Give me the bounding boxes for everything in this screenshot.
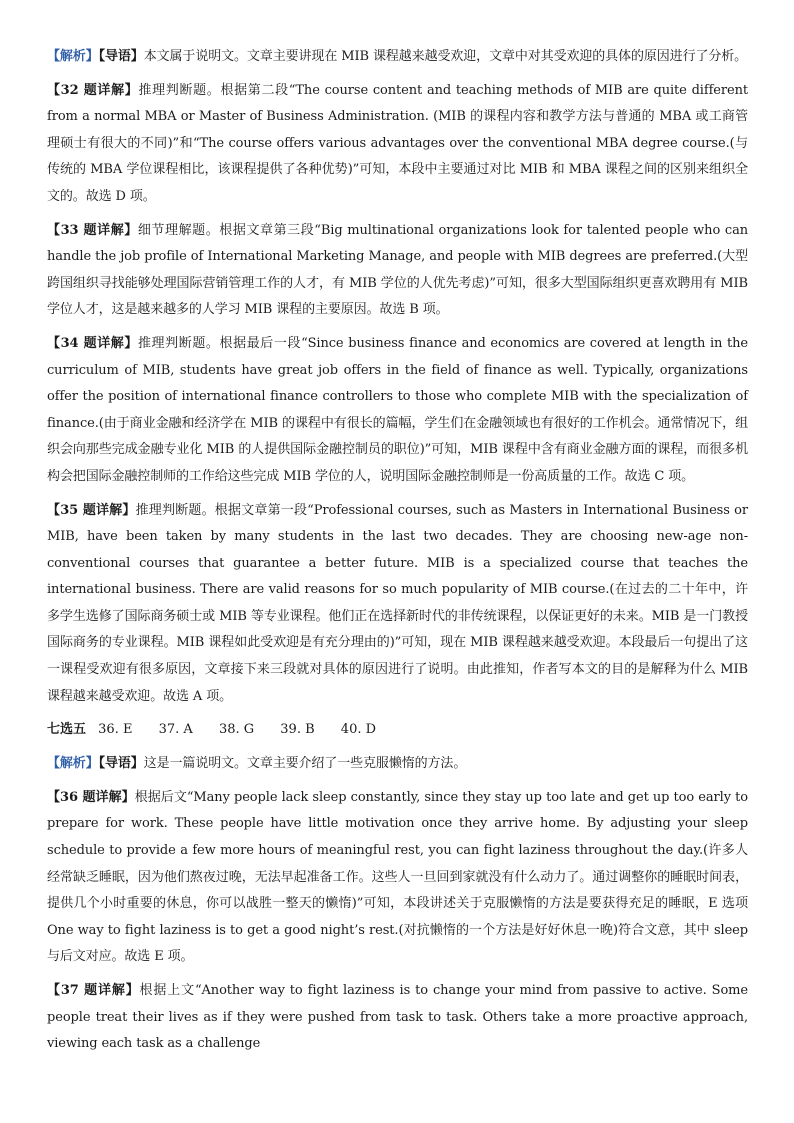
q35-tag: 【35 题详解】 <box>47 502 136 518</box>
analysis-tag: 【解析】 <box>47 49 99 64</box>
q34-text: 推理判断题。根据最后一段“Since business finance and economics are covered at length in the curriculum of MIB, students have great job offers in the field of finance as well. Typically, organizations offer the position of international finance controllers to those who complete MIB with the specialization of finance.(由于商业金融和经济学在 MIB 的课程中有很长的篇幅，学生们在金融领域也有很好的工作机会。通常情况下，组织会向那些完成金融专业化 MIB 的人提供国际金融控制员的职位)”可知，MIB 课程中含有商业金融方面的课程，而很多机构会把国际金融控制师的工作给这些完成 MIB 学位的人，说明国际金融控制师是一份高质量的工作。故选 C 项。 <box>47 335 748 484</box>
answer-38: 38. G <box>218 722 255 738</box>
answer-36: 36. E <box>98 722 133 738</box>
question-34-explanation <box>47 331 748 491</box>
guide-text-2: 这是一篇说明文。文章主要介绍了一些克服懒惰的方法。 <box>143 756 467 772</box>
q36-tag: 【36 题详解】 <box>47 789 135 805</box>
q33-text: 细节理解题。根据文章第三段“Big multinational organizations look for talented people who can handle the job profile of International Marketing Manage, and people with MIB degrees are preferred.(大型跨国组织寻找能够处理国际营销管理工作的人才，有 MIB 学位的人优先考虑)”可知，很多大型国际组织更喜欢聘用有 MIB 学位人才，这是越来越多的人学习 MIB 课程的主要原因。故选 B 项。 <box>47 222 748 318</box>
question-32-explanation <box>47 78 748 211</box>
guide-tag-2: 【导语】 <box>98 756 144 772</box>
question-36-explanation <box>47 785 748 971</box>
analysis-tag-2: 【解析】 <box>47 756 99 772</box>
q33-tag: 【33 题详解】 <box>47 222 138 238</box>
question-37-explanation <box>47 978 748 1058</box>
q37-tag: 【37 题详解】 <box>47 983 140 998</box>
q36-text: 根据后文“Many people lack sleep constantly, since they stay up too late and get up too early to prepare for work. These people have little motivation once they arrive home. By adjusting your sleep schedule to provide a few more hours of meaningful rest, you can fight laziness throughout the day.(许多人经常缺乏睡眠，因为他们熬夜过晚，无法早起准备工作。这些人一旦回到家就没有什么动力了。通过调整你的睡眠时间表，提供几个小时重要的休息，你可以战胜一整天的懒惰)”可知，本段讲述关于克服懒惰的方法是要获得充足的睡眠，E 选项 One way to fight laziness is to get a good night’s rest.(对抗懒惰的一个方法是好好休息一晚)符合文意，其中 sleep 与后文对应。故选 E 项。 <box>47 789 748 965</box>
q35-text: 推理判断题。根据文章第一段“Professional courses, such as Masters in International Business or MIB, have been taken by many students in the last two decades. They are choosing new-age non-conventional courses that guarantee a better future. MIB is a specialized course that teaches the international business. There are valid reasons for so much popularity of MIB course.(在过去的二十年中，许多学生选修了国际商务硕士或 MIB 等专业课程。他们正在选择新时代的非传统课程，以保证更好的未来。MIB 是一门教授国际商务的专业课程。MIB 课程如此受欢迎是有充分理由的)”可知，现在 MIB 课程越来越受欢迎。本段最后一句提出了这一课程受欢迎有很多原因，文章接下来三段就对具体的原因进行了说明。由此推知，作者写本文的目的是解释为什么 MIB 课程越来越受欢迎。故选 A 项。 <box>47 502 748 704</box>
q37-text: 根据上文“Another way to fight laziness is to change your mind from passive to active. Some people treat their lives as if they were pushed from task to task. Others take a more proactive approach, viewing each task as a challenge <box>47 983 748 1052</box>
answer-37: 37. A <box>158 722 193 738</box>
question-35-explanation <box>47 498 748 711</box>
intro-analysis-2 <box>47 751 748 778</box>
answer-40: 40. D <box>340 722 377 738</box>
question-33-explanation <box>47 218 748 324</box>
answer-section-tag: 七选五 <box>47 722 87 738</box>
answer-key-row <box>47 717 748 743</box>
answer-39: 39. B <box>280 722 315 738</box>
q34-tag: 【34 题详解】 <box>47 335 138 351</box>
q32-text: 推理判断题。根据第二段“The course content and teaching methods of MIB are quite different from a normal MBA or Master of Business Administration. (MIB 的课程内容和教学方法与普通的 MBA 或工商管理硕士有很大的不同)”和“The course offers various advantages over the conventional MBA degree course.(与传统的 MBA 学位课程相比，该课程提供了各种优势)”可知，本段中主要通过对比 MIB 和 MBA 课程之间的区别来组织全文的。故选 D 项。 <box>47 82 748 204</box>
q32-tag: 【32 题详解】 <box>47 82 139 98</box>
intro-analysis-1 <box>47 44 748 71</box>
guide-tag: 【导语】 <box>98 49 144 64</box>
guide-text: 本文属于说明文。文章主要讲现在 MIB 课程越来越受欢迎，文章中对其受欢迎的具体的原因进行了分析。 <box>143 49 748 64</box>
